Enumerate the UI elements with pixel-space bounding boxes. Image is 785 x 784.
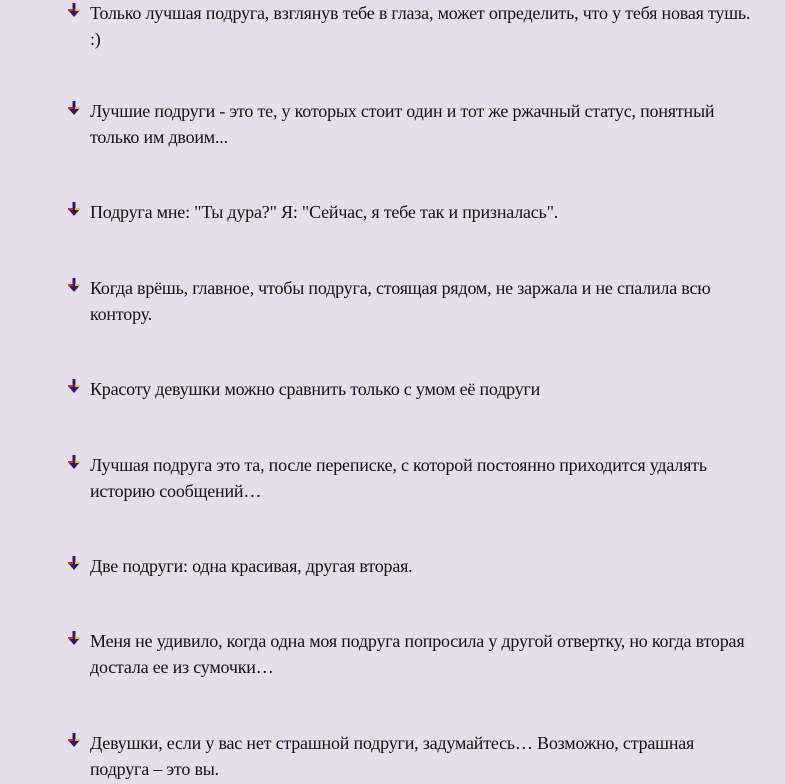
item-text: Лучшая подруга это та, после переписке, с которой постоянно приходится удалять историю сообщений… [90,455,707,501]
down-arrow-bullet-icon [66,555,82,571]
down-arrow-bullet-icon [66,277,82,293]
item-text: Лучшие подруги - это те, у которых стоит один и тот же ржачный статус, понятный только им двоим... [90,101,715,147]
down-arrow-bullet-icon [66,2,82,18]
item-text: Девушки, если у вас нет страшной подруги, задумайтесь… Возможно, страшная подруга – это вы. [90,733,695,779]
item-text: Только лучшая подруга, взглянув тебе в глаза, может определить, что у тебя новая тушь. :) [90,3,751,49]
down-arrow-bullet-icon [66,100,82,116]
list-item [66,553,756,579]
down-arrow-bullet-icon [66,630,82,646]
down-arrow-bullet-icon [66,378,82,394]
list-item [66,199,756,225]
down-arrow-bullet-icon [66,732,82,748]
list-item [66,628,756,680]
item-text: Подруга мне: "Ты дура?" Я: "Сейчас, я тебе так и призналась". [90,202,559,222]
item-text: Меня не удивило, когда одна моя подруга попросила у другой отвертку, но когда вторая достала ее из сумочки… [90,631,745,677]
down-arrow-bullet-icon [66,201,82,217]
down-arrow-bullet-icon [66,454,82,470]
item-text: Красоту девушки можно сравнить только с умом её подруги [90,379,541,399]
list-item [66,275,756,327]
list-item [66,0,756,52]
list-item [66,730,756,782]
list-item [66,98,756,150]
item-text: Когда врёшь, главное, чтобы подруга, стоящая рядом, не заржала и не спалила всю контору. [90,278,711,324]
item-text: Две подруги: одна красивая, другая вторая. [90,556,413,576]
list-item [66,376,756,402]
list-item [66,452,756,504]
